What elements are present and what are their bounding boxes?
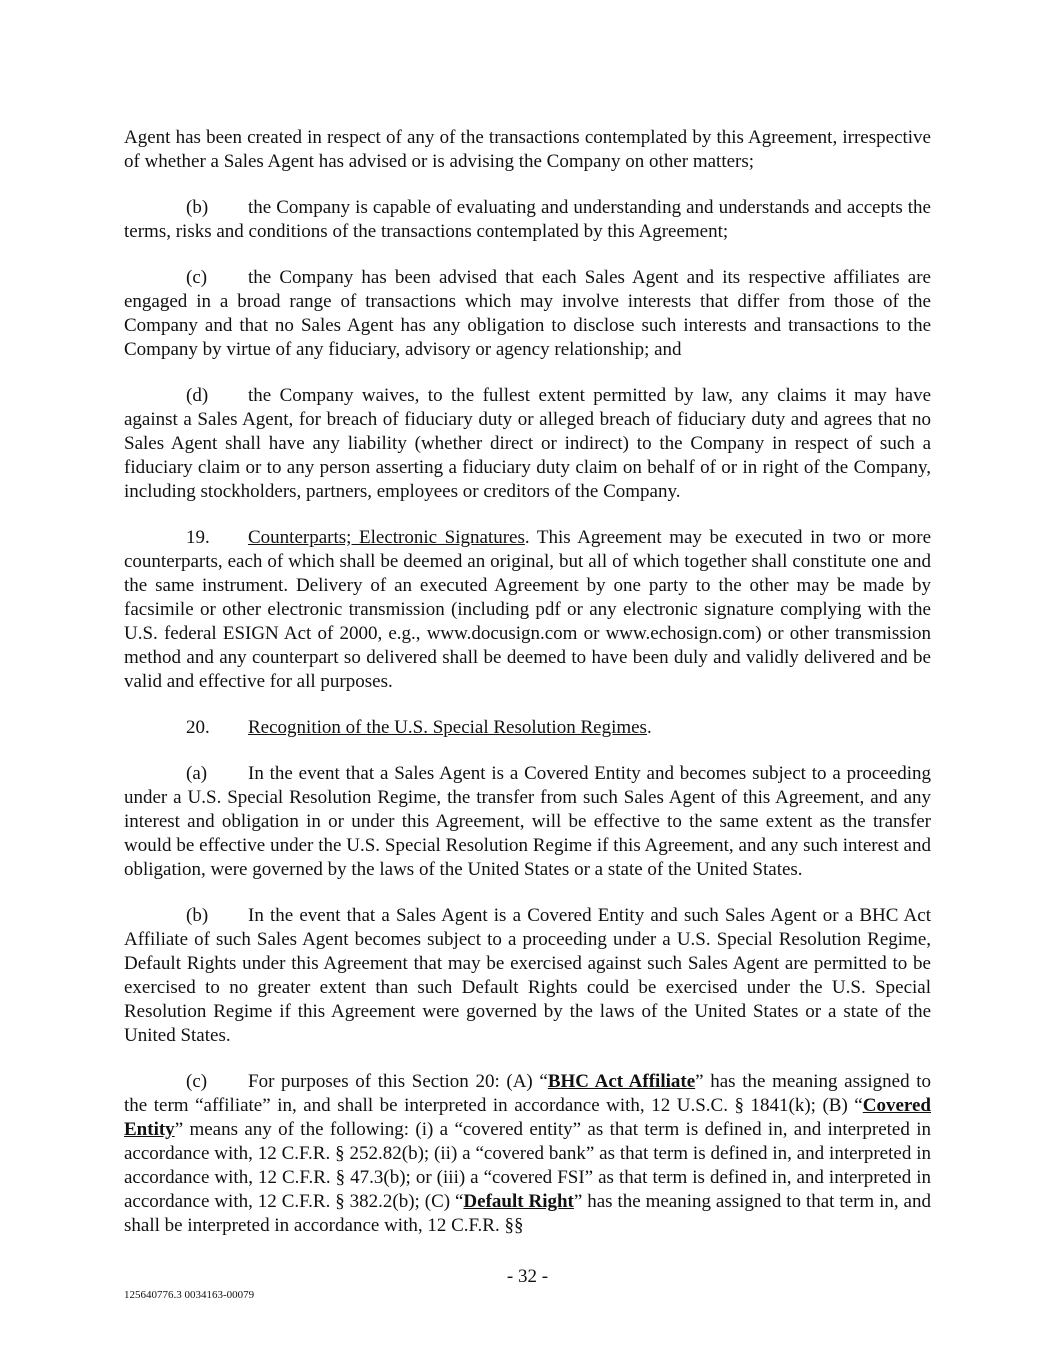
clause-label-20a: (a) <box>186 763 208 784</box>
clause-label-b: (b) <box>186 197 209 218</box>
clause-label-20b: (b) <box>186 905 209 926</box>
clause-label-20c: (c) <box>186 1071 208 1092</box>
section-19 <box>124 526 931 694</box>
document-body <box>124 126 931 1238</box>
section-19-text: . This Agreement may be executed in two or more counterparts, each of which shall be deemed an original, but all of which together shall constitute one and the same instrument. Delivery of an executed Agreement by one party to the other may be made by facsimile or other electronic transmission (including pdf or any electronic signature complying with the U.S. federal ESIGN Act of 2000, e.g., www.docusign.com or www.echosign.com) or other transmission method and any counterpart so delivered shall be deemed to have been duly and validly delivered and be valid and effective for all purposes. <box>124 527 932 692</box>
defined-term-covered-entity: Covered Entity <box>124 1095 931 1140</box>
paragraph-d <box>124 384 931 504</box>
clause-20c-part3: ” means any of the following: (i) a “covered entity” as that term is defined in, and interpreted in accordance with, 12 C.F.R. § 252.82(b); (ii) a “covered bank” as that term is defined in, and interpreted in accordance with, 12 C.F.R. § 47.3(b); or (iii) a “covered FSI” as that term is defined in, and interpreted in accordance with, 12 C.F.R. § 382.2(b); (C) “ <box>124 1119 931 1212</box>
paragraph-c <box>124 266 931 362</box>
section-19-number: 19. <box>186 527 210 548</box>
document-id: 125640776.3 0034163-00079 <box>124 1289 255 1301</box>
clause-label-d: (d) <box>186 385 209 406</box>
section-20-c <box>124 1070 931 1238</box>
clause-20c-part4: ” has the meaning assigned to that term in, and shall be interpreted in accordance with, 12 C.F.R. §§ <box>124 1191 931 1236</box>
section-20-b <box>124 904 931 1048</box>
clause-20c-part1: For purposes of this Section 20: (A) “ <box>248 1071 548 1092</box>
section-19-heading: Counterparts; Electronic Signatures <box>248 527 525 548</box>
clause-text-20b: In the event that a Sales Agent is a Covered Entity and such Sales Agent or a BHC Act Affiliate of such Sales Agent becomes subject to a proceeding under a U.S. Special Resolution Regime, Default Rights under this Agreement that may be exercised against such Sales Agent are permitted to be exercised to no greater extent than such Default Rights could be exercised under the U.S. Special Resolution Regime if this Agreement were governed by the laws of the United States or a state of the United States. <box>124 905 931 1046</box>
clause-20c-part2: ” has the meaning assigned to the term “affiliate” in, and shall be interpreted in accordance with, 12 U.S.C. § 1841(k); (B) “ <box>124 1071 931 1116</box>
defined-term-bhc-act-affiliate: BHC Act Affiliate <box>547 1071 696 1092</box>
clause-text-c: the Company has been advised that each Sales Agent and its respective affiliates are engaged in a broad range of transactions which may involve interests that differ from those of the Company and that no Sales Agent has any obligation to disclose such interests and transactions to the Company by virtue of any fiduciary, advisory or agency relationship; and <box>124 267 931 360</box>
section-20-number: 20. <box>186 717 210 738</box>
section-20-a <box>124 762 931 882</box>
defined-term-default-right: Default Right <box>463 1191 574 1212</box>
paragraph-b <box>124 196 931 244</box>
page-number: - 32 - <box>506 1266 549 1287</box>
section-20-heading: Recognition of the U.S. Special Resolution Regimes <box>248 717 647 738</box>
clause-text-20a: In the event that a Sales Agent is a Covered Entity and becomes subject to a proceeding under a U.S. Special Resolution Regime, the transfer from such Sales Agent of this Agreement, and any interest and obligation in or under this Agreement, will be effective to the same extent as the transfer would be effective under the U.S. Special Resolution Regime if this Agreement, and any such interest and obligation, were governed by the laws of the United States or a state of the United States. <box>124 763 931 880</box>
clause-text-b: the Company is capable of evaluating and understanding and understands and accepts the terms, risks and conditions of the transactions contemplated by this Agreement; <box>124 197 931 242</box>
section-20-heading-end: . <box>646 717 652 738</box>
clause-text-d: the Company waives, to the fullest extent permitted by law, any claims it may have against a Sales Agent, for breach of fiduciary duty or alleged breach of fiduciary duty and agrees that no Sales Agent shall have any liability (whether direct or indirect) to the Company in respect of such a fiduciary claim or to any person asserting a fiduciary duty claim on behalf of or in right of the Company, including stockholders, partners, employees or creditors of the Company. <box>124 385 931 502</box>
paragraph-continuation: Agent has been created in respect of any of the transactions contemplated by this Agreement, irrespective of whether a Sales Agent has advised or is advising the Company on other matters; <box>124 127 931 172</box>
clause-label-c: (c) <box>186 267 208 288</box>
section-20-heading-line <box>124 716 931 740</box>
